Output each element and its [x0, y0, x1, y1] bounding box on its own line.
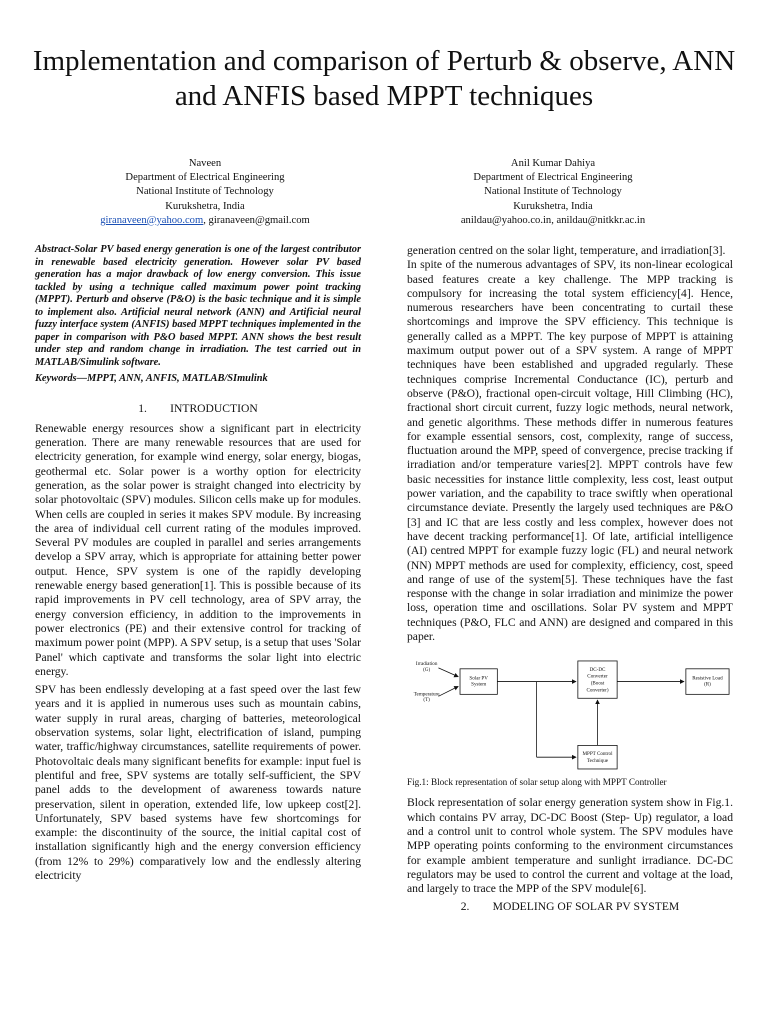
keywords: Keywords—MPPT, ANN, ANFIS, MATLAB/SImulink — [35, 373, 268, 384]
temperature-symbol: (T) — [423, 697, 430, 704]
body-paragraph: In spite of the numerous advantages of SPV, its non-linear ecological based features create a key challenge. The MPP tracking is compulsory for increasing the total system efficiency[4]. Hence, numerous researchers have been concentrating to curtail these shortcomings and improve the SPV efficiency. This technique is generally called as a MPPT. The key purpose of MPPT is attaining maximum output power out of a SPV system. A range of MPPT techniques have been established and upgraded regularly. These techniques comprise Incremental Conductance (IC), perturb and observe (P&O), fractional open-circuit voltage, Hill Climbing (HC), fractional short circuit current, fuzzy logic methods, neural network, and genetic algorithms. These methods differ in numerous features for example essential sensors, cost, complexity, range of success, fluctuation around the MPP, speed of convergence, precise tracking if irradiation and/or temperature varies[2]. MPPT controls have few basic necessities for instance little complexity, less cost, least output power variation, and the capability to trace swiftly when operational circumstance deviate. Presently the largely used techniques are P&O [3] and IC that are less costly and less complex, however does not have decent tracking performance[1]. Of late, artificial intelligence (AI) centred MPPT for example fuzzy logic (FL) and neural network (NN) MPPT methods are used for complexity, efficiency, cost, speed and range of use of the system[5]. These techniques have the fast response with the change in solar irradiation and minimize the power loss, operation time and oscillations. Solar PV system and MPPT techniques (P&O, FLC and ANN) are designed and compared in this paper. — [407, 258, 733, 644]
converter-label: DC-DC — [589, 667, 606, 674]
body-paragraph: Renewable energy resources show a significant part in electricity generation. There are many renewable resources that are used for electricity generation, for example wind energy, solar energy, biogas, geothermal etc. Solar power is a worthy option for electricity generation, as the solar power is straight changed into electricity by solar photovoltaic (SPV) modules. Silicon cells make up for modules. When cells are coupled in series it makes SPV module. By increasing the area of individual cell current rating of the modules improved. Several PV modules are coupled in parallel and series arrangements develop a SPV array, which is appropriate for attaining better power output. Hence, SPV system is one of the rapidly developing renewable energy based generation[1]. This is possible because of its rapid improvements in PV cell technology, area of SPV array, the energy conversion efficiency, in addition to the improvements in power electronics (PE) and their extensive control for tracking of maximum power point (MPP). A SPV setup, is a setup that uses 'Solar Panel' which captivate and transforms the solar light into electric energy. — [35, 421, 361, 678]
body-paragraph: generation centred on the solar light, temperature, and irradiation[3]. — [407, 244, 726, 257]
solar-block-label: System — [471, 681, 487, 688]
author-institute: National Institute of Technology — [484, 186, 622, 198]
author-location: Kurukshetra, India — [513, 200, 593, 212]
abstract: Abstract-Solar PV based energy generation is one of the largest contributor in renewable based electricity generation. However solar PV based generation has a major drawback of low energy conversion. This issue tackled by using a technique called maximum power point tracking (MPPT). Perturb and observe (P&O) is the basic technique and it is simple to implement also. Artificial neural network (ANN) and Artificial neural fuzzy interface system (ANFIS) based MPPT techniques implemented in the paper in comparison with P&O based MPPT. ANN shows the best result under step and random change in irradiation. The test carried out in MATLAB/Simulink software. — [35, 244, 361, 368]
temperature-label: Temperature — [413, 691, 440, 698]
author-name: Naveen — [188, 158, 222, 169]
load-label: Resistive Load — [692, 675, 723, 682]
irradiation-label: Irradiation — [415, 661, 438, 668]
converter-label: (Boost — [590, 680, 605, 687]
solar-block-label: Solar PV — [469, 675, 488, 682]
author-name: Anil Kumar Dahiya — [510, 158, 596, 169]
author-email-link[interactable]: giranaveen@yahoo.com — [100, 214, 204, 226]
body-paragraph: SPV has been endlessly developing at a fast speed over the last few years and it is applied in numerous uses such as mountain cabins, water supply in rural areas, charging of batteries, meteorological observation systems, solar light, electrification of island, pumping water, traffic/highway circumstances, satellite requirements of power. Photovoltaic deals many significant benefits for example: input fuel is plentiful and free, SPV systems are totally self-sufficient, the SPV panel adds to the development of awareness towards nature preservation, silent in operation, extended life, low upkeep cost[2]. Unfortunately, SPV based systems have few shortcomings for example: the discontinuity of the source, the initial capital cost of installation significantly high and the energy conversion efficiency (from 12% to 29%) comparatively low and the endlessly altering electricity — [35, 683, 361, 882]
section-heading-modeling: 2. MODELING OF SOLAR PV SYSTEM — [460, 900, 680, 914]
author-department: Department of Electrical Engineering — [473, 172, 633, 184]
author-institute: National Institute of Technology — [136, 186, 274, 198]
mppt-label: Technique — [586, 758, 609, 765]
mppt-label: MPPT Control — [582, 751, 613, 758]
converter-label: Converter) — [586, 687, 609, 694]
left-column — [35, 244, 361, 887]
author-email: anildau@yahoo.co.in, anildau@nitkkr.ac.in — [460, 214, 646, 226]
figure-caption: Fig.1: Block representation of solar setup along with MPPT Controller — [407, 777, 667, 788]
temperature-arrow — [438, 687, 458, 697]
body-paragraph: Block representation of solar energy generation system show in Fig.1. which contains PV array, DC-DC Boost (Step- Up) regulator, a load and a control unit to control whole system. The SPV modules have MPP operating points conforming to the environment circumstances for example ambient temperature and sunlight irradiance. DC-DC regulators may be used to control the current and voltage at the load, and largely to trace the MPP of the SPV module[6]. — [407, 796, 733, 896]
block-diagram-figure — [407, 654, 723, 772]
author-location: Kurukshetra, India — [165, 200, 245, 212]
author-department: Department of Electrical Engineering — [125, 172, 285, 184]
author-email-secondary: , giranaveen@gmail.com — [203, 214, 310, 226]
section-heading-introduction: 1. INTRODUCTION — [138, 401, 258, 415]
author-email — [45, 214, 365, 228]
irradiation-symbol: (G) — [423, 667, 431, 674]
author-block-2 — [393, 157, 713, 228]
paper-title: Implementation and comparison of Perturb & observe, ANN and ANFIS based MPPT techniques — [32, 45, 736, 112]
author-block-1 — [45, 157, 365, 228]
irradiation-arrow — [438, 668, 458, 677]
load-label: (R) — [704, 681, 711, 688]
converter-label: Converter — [587, 673, 608, 680]
block-diagram — [407, 654, 733, 772]
right-column — [407, 244, 733, 915]
